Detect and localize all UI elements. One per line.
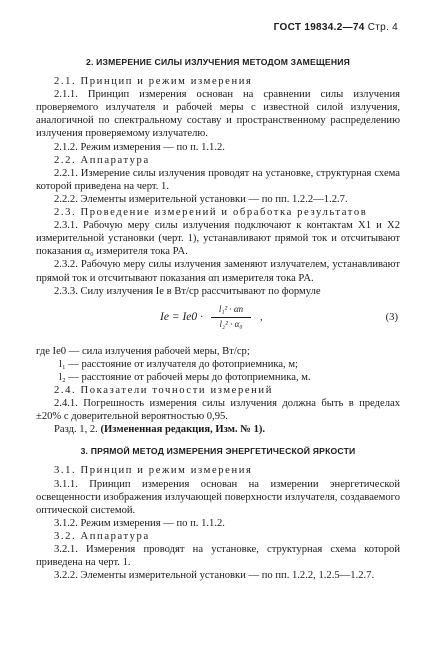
heading-2-4: 2.4. Показатели точности измерений (54, 384, 273, 396)
formula-3 (36, 301, 400, 341)
formula-number: (3) (385, 311, 398, 323)
revision-edition: (Измененная редакция, Изм. № 1). (100, 424, 266, 436)
paragraph-3-2-1: 3.2.1. Измерения проводят на установке, структурная схема которой приведена на черт. 1. (36, 544, 400, 569)
formula-numerator: l₁² · αп (211, 303, 251, 318)
standard-number: ГОСТ 19834.2—74 (273, 22, 365, 33)
definition-ie0: где Iе0 — сила излучения рабочей меры, Вт/ср; (36, 345, 250, 357)
formula-fraction (211, 303, 251, 331)
formula-lhs: Iе = Iе0 · (160, 310, 203, 323)
heading-3-1: 3.1. Принцип и режим измерения (54, 465, 253, 477)
paragraph-2-4-1: 2.4.1. Погрешность измерения силы излучения должна быть в пределах ±20% с доверительной вероятностью 0,95. (36, 398, 400, 423)
section-2-title: 2. ИЗМЕРЕНИЕ СИЛЫ ИЗЛУЧЕНИЯ МЕТОДОМ ЗАМЕЩЕНИЯ (85, 57, 350, 67)
paragraph-2-1-1: 2.1.1. Принцип измерения основан на сравнении силы излучения проверяемого излучателя и рабочей меры с известной силой излучения, аналогичной по спектральному составу и пространственному распределению излучения проверяемому излучателю. (36, 89, 400, 140)
definition-l1: l₁ — расстояние от излучателя до фотоприемника, м; (59, 358, 299, 370)
revision-sections: Разд. 1, 2. (54, 424, 98, 436)
paragraph-2-3-1: 2.3.1. Рабочую меру силы излучения подключают к контактам X1 и X2 измерительной установки (черт. 1), устанавливают прямой ток и отсчитывают показания α₀ измерителя тока PA. (36, 220, 400, 258)
paragraph-2-3-2: 2.3.2. Рабочую меру силы излучения заменяют излучателем, устанавливают прямой ток и отсчитывают показания αп измерителя тока PA. (36, 259, 400, 284)
paragraph-3-1-2: 3.1.2. Режим измерения — по п. 1.1.2. (54, 517, 225, 529)
definition-l2: l₂ — расстояние от рабочей меры до фотоприемника, м. (59, 371, 311, 383)
formula-comma: , (260, 311, 263, 323)
paragraph-3-1-1: 3.1.1. Принцип измерения основан на измерении энергетической освещенности изображения излучающей поверхности излучателя, создаваемого оптической системой. (36, 478, 400, 516)
formula-definitions (36, 345, 400, 384)
heading-2-1: 2.1. Принцип и режим измерения (54, 76, 253, 88)
paragraph-3-2-2: 3.2.2. Элементы измерительной установки — по пп. 1.2.2, 1.2.5—1.2.7. (54, 570, 375, 582)
paragraph-2-2-1: 2.2.1. Измерение силы излучения проводят на установке, структурная схема которой приведена на черт. 1. (36, 167, 400, 192)
heading-2-2: 2.2. Аппаратура (54, 154, 150, 166)
revision-note (36, 423, 400, 436)
paragraph-2-1-2: 2.1.2. Режим измерения — по п. 1.1.2. (54, 141, 225, 153)
formula-denominator: l₂² · α₀ (219, 318, 243, 329)
section-3-title: 3. ПРЯМОЙ МЕТОД ИЗМЕРЕНИЯ ЭНЕРГЕТИЧЕСКОЙ ЯРКОСТИ (80, 446, 356, 457)
heading-3-2: 3.2. Аппаратура (54, 530, 150, 542)
page-number: Стр. 4 (367, 22, 398, 33)
paragraph-2-3-3: 2.3.3. Силу излучения Iе в Вт/ср рассчитывают по формуле (54, 285, 321, 297)
paragraph-2-2-2: 2.2.2. Элементы измерительной установки — по пп. 1.2.2—1.2.7. (54, 193, 348, 205)
page-header (274, 21, 398, 34)
document-body (36, 50, 400, 582)
heading-2-3: 2.3. Проведение измерений и обработка результатов (54, 207, 368, 219)
